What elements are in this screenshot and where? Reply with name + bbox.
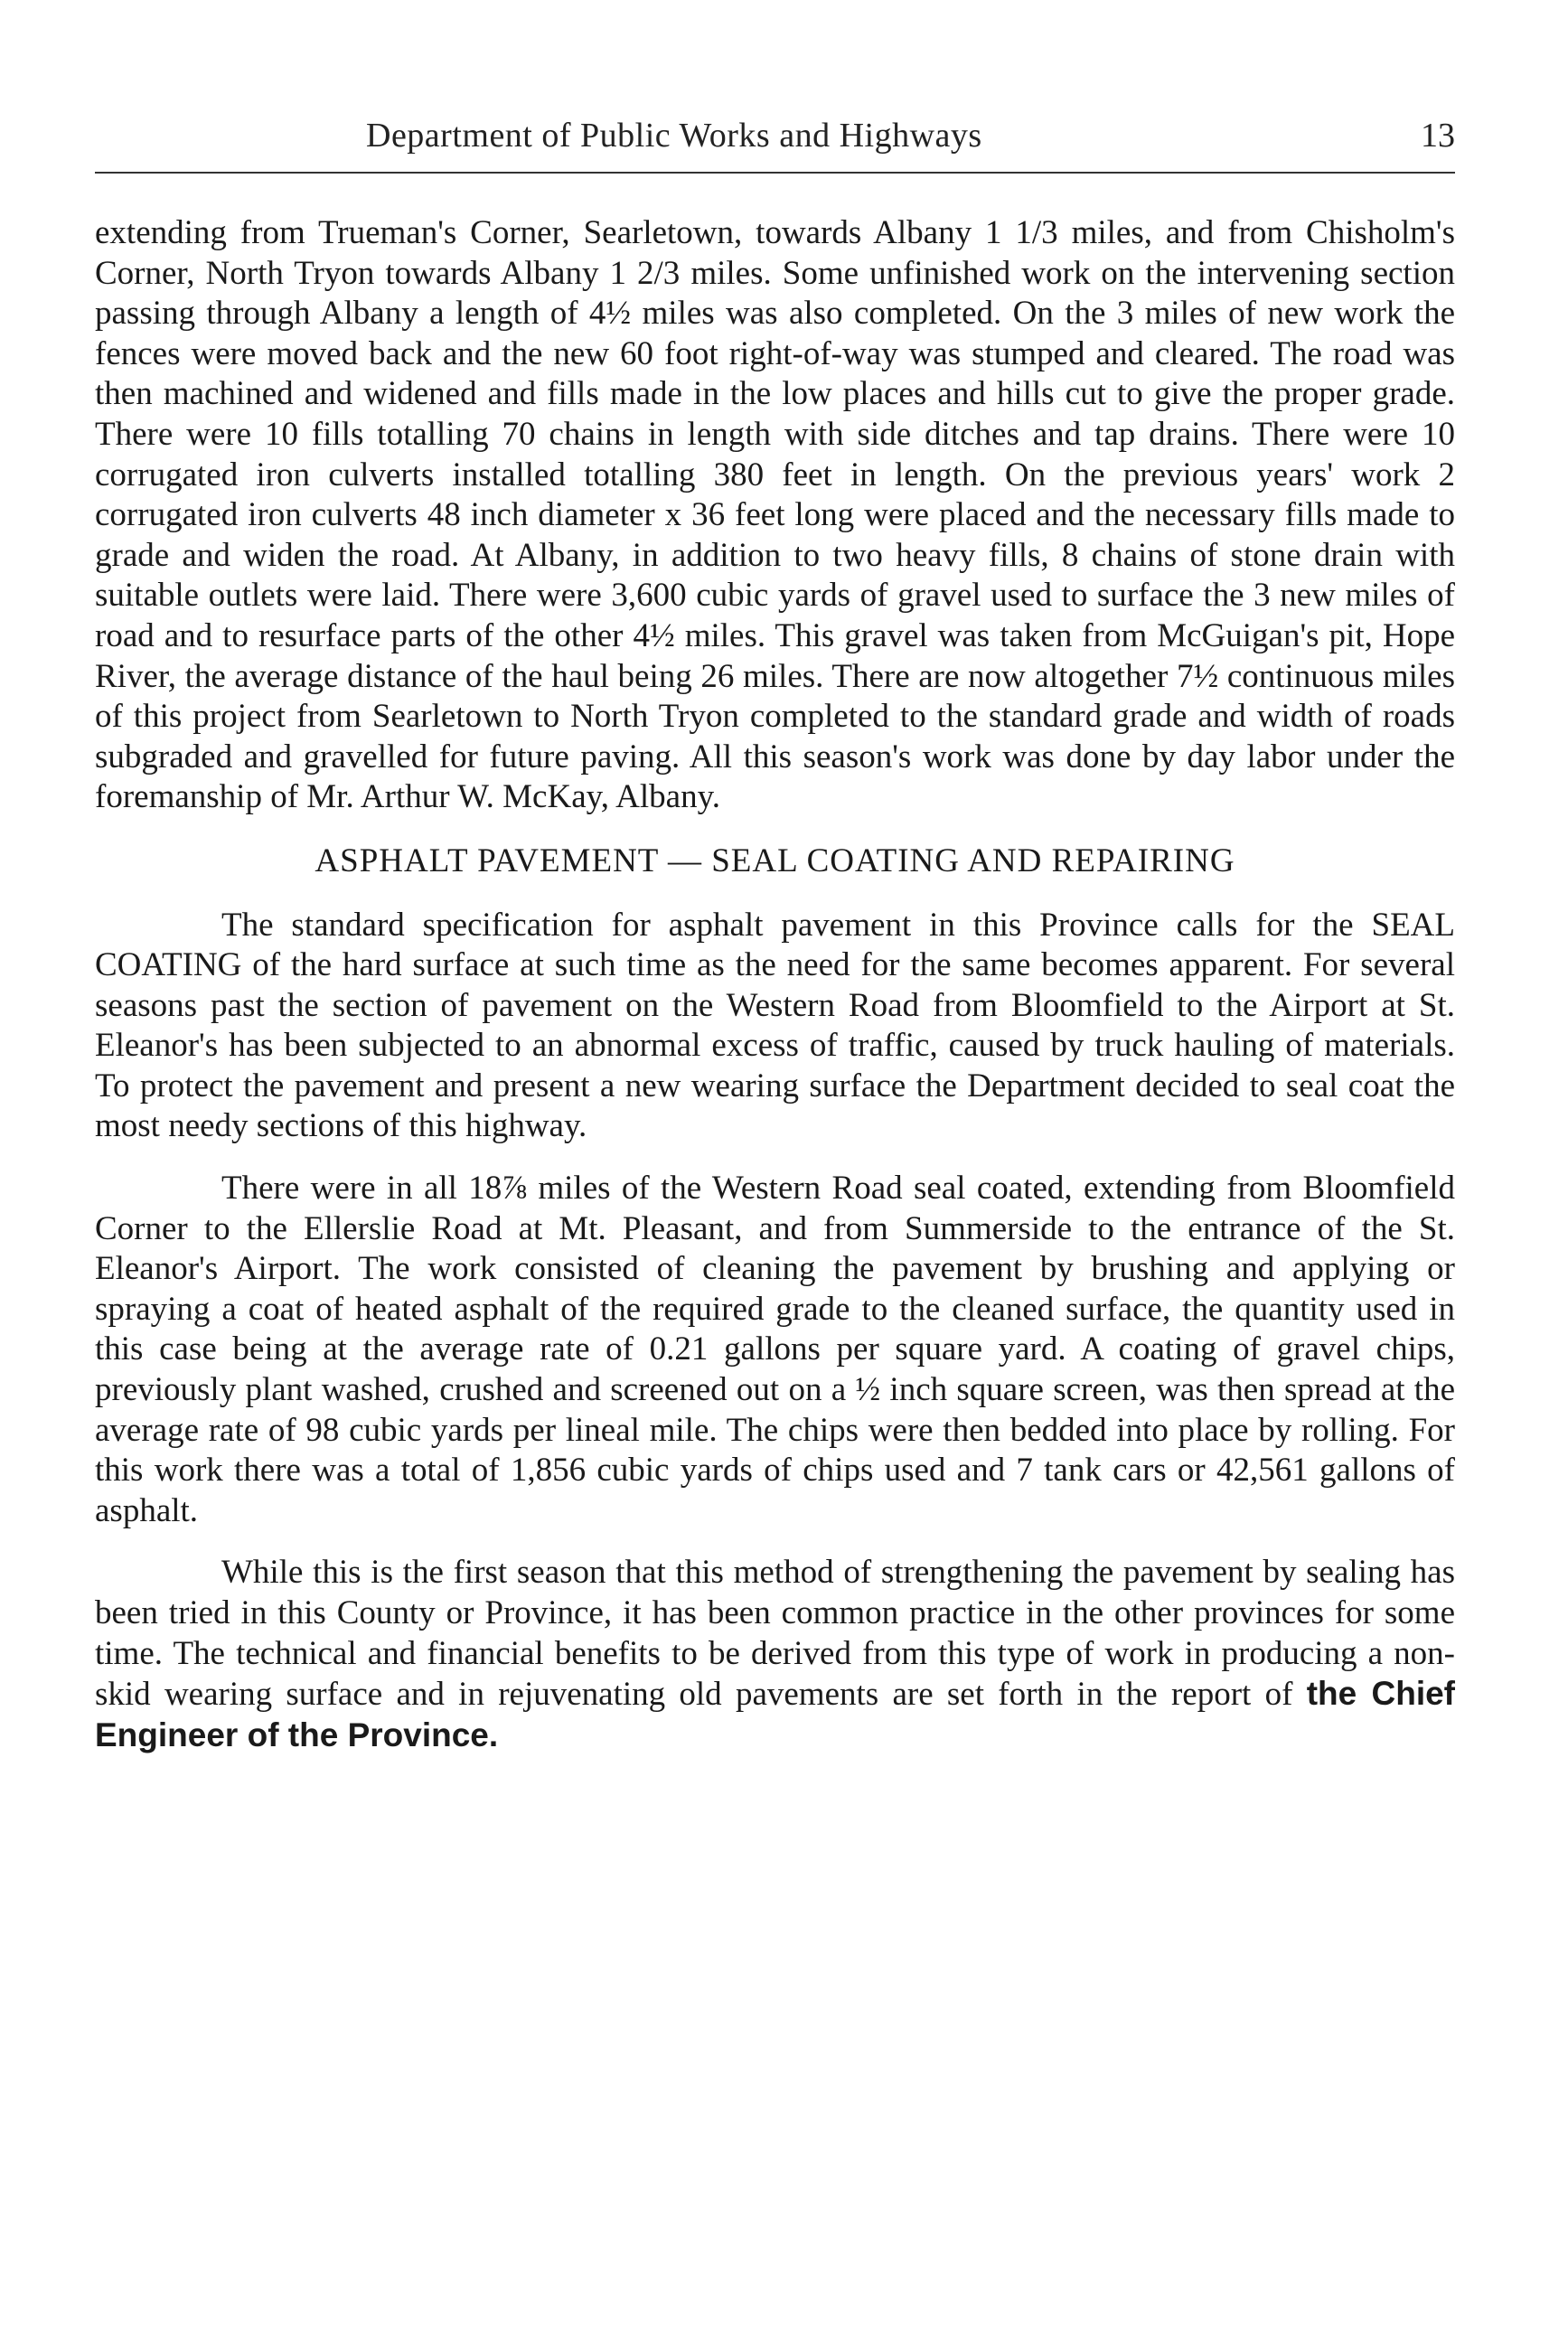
paragraph-benefits-bold-tail: the Chief Engineer of the Province. (95, 1675, 1456, 1753)
paragraph-seal-coating-benefits (95, 1553, 1455, 1756)
page-number: 13 (1421, 117, 1455, 155)
paragraph-benefits-text: While this is the first season that this method of strengthening the pavement by sealing has been tried in this County or Province, it has been common practice in the other provinces for some time. The technical and financial benefits to be derived from this type of work in producing a non-skid wearing surface and in rejuvenating old pavements are set forth in the report of (95, 1554, 1455, 1714)
page-header (95, 107, 1455, 161)
body-text (95, 213, 1455, 1756)
section-heading: ASPHALT PAVEMENT — SEAL COATING AND REPAIRING (315, 841, 1235, 879)
header-rule (95, 172, 1455, 174)
paragraph-continuation: extending from Trueman's Corner, Searletown, towards Albany 1 1/3 miles, and from Chisholm's Corner, North Tryon towards Albany 1 2/3 miles. Some unfinished work on the intervening section passing through Albany a length of 4½ miles was also completed. On the 3 miles of new work the fences were moved back and the new 60 foot right-of-way was stumped and cleared. The road was then machined and widened and fills made in the low places and hills cut to give the proper grade. There were 10 fills totalling 70 chains in length with side ditches and tap drains. There were 10 corrugated iron culverts installed totalling 380 feet in length. On the previous years' work 2 corrugated iron culverts 48 inch diameter x 36 feet long were placed and the necessary fills made to grade and widen the road. At Albany, in addition to two heavy fills, 8 chains of stone drain with suitable outlets were laid. There were 3,600 cubic yards of gravel used to surface the 3 new miles of road and to resurface parts of the other 4½ miles. This gravel was taken from McGuigan's pit, Hope River, the average distance of the haul being 26 miles. There are now altogether 7½ continuous miles of this project from Searletown to North Tryon completed to the standard grade and width of roads subgraded and gravelled for future paving. All this season's work was done by day labor under the foremanship of Mr. Arthur W. McKay, Albany. (95, 214, 1455, 816)
running-head: Department of Public Works and Highways (366, 117, 982, 155)
paragraph-seal-coating-work: There were in all 18⅞ miles of the Western Road seal coated, extending from Bloomfield Corner to the Ellerslie Road at Mt. Pleasant, and from Summerside to the entrance of the St. Eleanor's Airport. The work consisted of cleaning the pavement by brushing and applying or spraying a coat of heated asphalt of the required grade to the cleaned surface, the quantity used in this case being at the average rate of 0.21 gallons per square yard. A coating of gravel chips, previously plant washed, crushed and screened out on a ½ inch square screen, was then spread at the average rate of 98 cubic yards per lineal mile. The chips were then bedded into place by rolling. For this work there was a total of 1,856 cubic yards of chips used and 7 tank cars or 42,561 gallons of asphalt. (95, 1170, 1455, 1529)
paragraph-seal-coating-spec: The standard specification for asphalt pavement in this Province calls for the SEAL COATING of the hard surface at such time as the need for the same becomes apparent. For several seasons past the section of pavement on the Western Road from Bloomfield to the Airport at St. Eleanor's has been subjected to an abnormal excess of traffic, caused by truck hauling of materials. To protect the pavement and present a new wearing surface the Department decided to seal coat the most needy sections of this highway. (95, 906, 1455, 1145)
